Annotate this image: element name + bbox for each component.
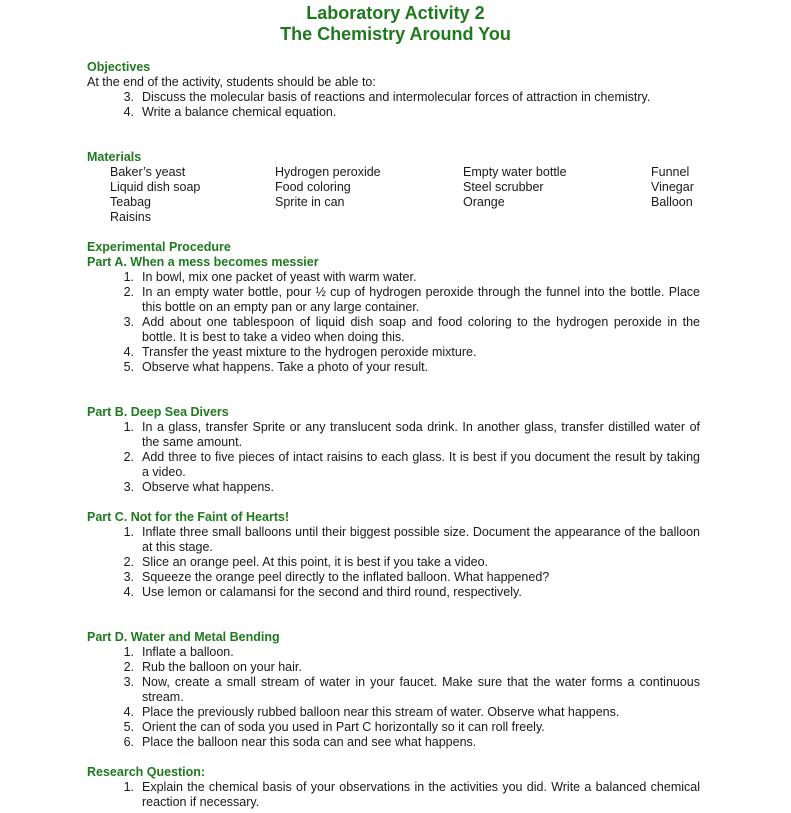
item-number: 1.: [123, 420, 134, 434]
item-text: Write a balance chemical equation.: [142, 105, 337, 119]
document-body: [87, 60, 700, 810]
page-title: Laboratory Activity 2: [306, 3, 485, 23]
list-item: [87, 315, 700, 345]
material-item: Raisins: [110, 210, 151, 224]
material-item: Baker’s yeast: [110, 165, 186, 179]
materials-column-2: [275, 165, 381, 210]
part-b-heading: Part B. Deep Sea Divers: [87, 405, 229, 419]
item-number: 1.: [123, 525, 134, 539]
materials-column-1: [110, 165, 200, 225]
list-item: [87, 360, 700, 375]
item-text: In bowl, mix one packet of yeast with warm water.: [142, 270, 417, 284]
part-d-heading: Part D. Water and Metal Bending: [87, 630, 280, 644]
item-text: Add about one tablespoon of liquid dish soap and food coloring to the hydrogen peroxide in the bottle. It is best to take a video when doing this.: [142, 315, 700, 344]
item-number: 1.: [123, 645, 134, 659]
list-item: [87, 780, 700, 810]
materials-column-3: [463, 165, 567, 210]
item-number: 4.: [123, 105, 134, 119]
item-number: 4.: [123, 705, 134, 719]
item-number: 2.: [123, 660, 134, 674]
material-item: Orange: [463, 195, 505, 209]
material-item: Teabag: [110, 195, 152, 209]
item-number: 1.: [123, 780, 134, 794]
list-item: [87, 675, 700, 705]
material-item: Empty water bottle: [463, 165, 567, 179]
item-number: 3.: [123, 480, 134, 494]
list-item: [87, 420, 700, 450]
list-item: [87, 105, 700, 120]
material-item: Liquid dish soap: [110, 180, 201, 194]
materials-column-4: [651, 165, 694, 210]
material-item: Vinegar: [651, 180, 694, 194]
list-item: [87, 645, 700, 660]
item-text: Observe what happens. Take a photo of your result.: [142, 360, 429, 374]
item-number: 1.: [123, 270, 134, 284]
list-item: [87, 585, 700, 600]
item-number: 3.: [123, 675, 134, 689]
item-text: In an empty water bottle, pour ½ cup of hydrogen peroxide through the funnel into the bottle. Place this bottle on an empty pan or any large container.: [142, 285, 700, 314]
list-item: [87, 285, 700, 315]
item-number: 3.: [123, 570, 134, 584]
list-item: [87, 345, 700, 360]
materials-list: [87, 165, 700, 225]
list-item: [87, 570, 700, 585]
item-text: Discuss the molecular basis of reactions and intermolecular forces of attraction in chemistry.: [142, 90, 651, 104]
item-text: Transfer the yeast mixture to the hydrogen peroxide mixture.: [142, 345, 477, 359]
list-item: [87, 555, 700, 570]
objectives-intro: At the end of the activity, students should be able to:: [87, 75, 376, 89]
material-item: Balloon: [651, 195, 693, 209]
item-text: Slice an orange peel. At this point, it is best if you take a video.: [142, 555, 489, 569]
material-item: Steel scrubber: [463, 180, 544, 194]
material-item: Funnel: [651, 165, 690, 179]
item-number: 5.: [123, 360, 134, 374]
list-item: [87, 720, 700, 735]
material-item: Food coloring: [275, 180, 351, 194]
item-text: Explain the chemical basis of your observations in the activities you did. Write a balanced chemical reaction if necessary.: [142, 780, 700, 809]
objectives-heading: Objectives: [87, 60, 151, 74]
item-text: Place the previously rubbed balloon near this stream of water. Observe what happens.: [142, 705, 620, 719]
item-text: Add three to five pieces of intact raisins to each glass. It is best if you document the result by taking a video.: [142, 450, 700, 479]
page-subtitle: The Chemistry Around You: [280, 24, 511, 44]
procedure-heading: Experimental Procedure: [87, 240, 231, 254]
materials-heading: Materials: [87, 150, 142, 164]
item-text: Place the balloon near this soda can and see what happens.: [142, 735, 477, 749]
item-number: 4.: [123, 345, 134, 359]
part-c-heading: Part C. Not for the Faint of Hearts!: [87, 510, 290, 524]
item-number: 3.: [123, 90, 134, 104]
part-a-heading: Part A. When a mess becomes messier: [87, 255, 319, 269]
item-number: 2.: [123, 555, 134, 569]
item-text: Observe what happens.: [142, 480, 275, 494]
item-text: Squeeze the orange peel directly to the inflated balloon. What happened?: [142, 570, 550, 584]
material-item: Sprite in can: [275, 195, 345, 209]
research-question-heading: Research Question:: [87, 765, 206, 779]
list-item: [87, 660, 700, 675]
list-item: [87, 90, 700, 105]
list-item: [87, 525, 700, 555]
item-number: 2.: [123, 285, 134, 299]
item-number: 2.: [123, 450, 134, 464]
item-number: 6.: [123, 735, 134, 749]
item-text: Now, create a small stream of water in your faucet. Make sure that the water forms a continuous stream.: [142, 675, 700, 704]
list-item: [87, 705, 700, 720]
item-text: Orient the can of soda you used in Part C horizontally so it can roll freely.: [142, 720, 545, 734]
list-item: [87, 480, 700, 495]
item-number: 3.: [123, 315, 134, 329]
item-text: Use lemon or calamansi for the second and third round, respectively.: [142, 585, 522, 599]
list-item: [87, 450, 700, 480]
item-text: Rub the balloon on your hair.: [142, 660, 302, 674]
item-number: 5.: [123, 720, 134, 734]
item-text: Inflate three small balloons until their biggest possible size. Document the appearance of the balloon at this stage.: [142, 525, 700, 554]
material-item: Hydrogen peroxide: [275, 165, 381, 179]
list-item: [87, 735, 700, 750]
item-text: In a glass, transfer Sprite or any translucent soda drink. In another glass, transfer distilled water of the same amount.: [142, 420, 700, 449]
item-text: Inflate a balloon.: [142, 645, 234, 659]
list-item: [87, 270, 700, 285]
item-number: 4.: [123, 585, 134, 599]
